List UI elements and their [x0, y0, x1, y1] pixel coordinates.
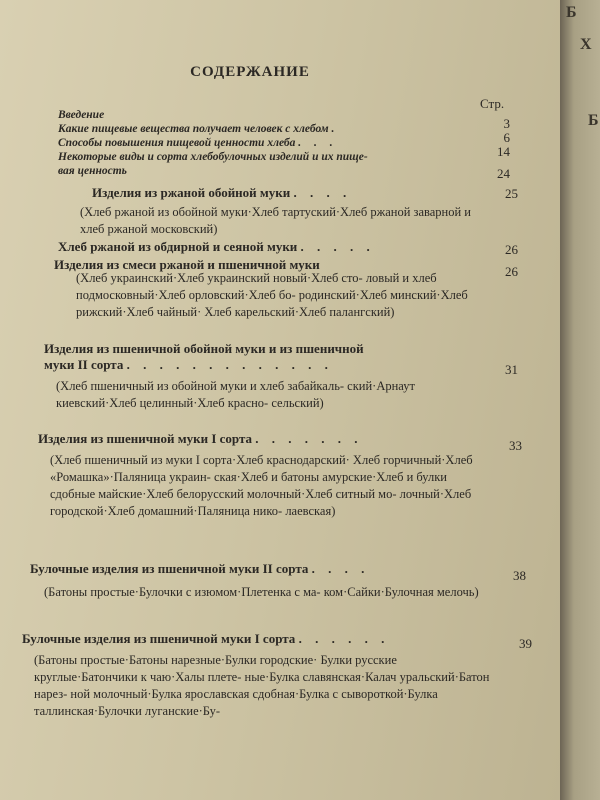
toc-description: (Хлеб украинский·Хлеб украинский новый·Хлеб сто- ловый и хлеб подмосковный·Хлеб орловский·Хлеб бо- родинский·Хлеб минский·Хлеб рижский·Хлеб чайный· Хлеб карельский·Хлеб палангский) [76, 271, 468, 319]
toc-page-number: 38 [513, 568, 526, 583]
edge-letter: Х [580, 36, 592, 53]
toc-entry: вая ценность [58, 165, 127, 177]
toc-page-number: 14 [497, 144, 510, 159]
toc-entry: Какие пищевые вещества получает человек с хлебом . [58, 123, 340, 135]
toc-page-number: 25 [505, 186, 518, 201]
toc-page-number: 24 [497, 166, 510, 181]
toc-description: (Хлеб ржаной из обойной муки·Хлеб тартуский·Хлеб ржаной заварной и хлеб ржаной московский) [80, 205, 471, 236]
toc-section: Изделия из пшеничной муки I сорта . . . . . . . [38, 431, 363, 446]
toc-section: Хлеб ржаной из обдирной и сеяной муки . . . . . [58, 239, 375, 254]
toc-entry: Введение [58, 109, 105, 121]
toc-description: (Хлеб пшеничный из муки I сорта·Хлеб краснодарский· Хлеб горчичный·Хлеб «Ромашка»·Паляница украин- ская·Хлеб и батоны амурские·Хлеб и булки сдобные майские·Хлеб белорусский молочный·Хлеб ситный мо- лочный·Хлеб городской·Хлеб домашний·Паляница нико- лаевская) [50, 453, 473, 518]
toc-page-number: 33 [509, 438, 522, 453]
page-column-header: Стр. [480, 96, 505, 111]
contents-title: СОДЕРЖАНИЕ [190, 64, 310, 80]
toc-entry: Некоторые виды и сорта хлебобулочных изделий и их пище- [58, 151, 368, 163]
toc-page-number: 3 [503, 116, 510, 131]
toc-description: (Батоны простые·Булочки с изюмом·Плетенка с ма- ком·Сайки·Булочная мелочь) [44, 585, 479, 599]
toc-section: Изделия из пшеничной обойной муки и из пшеничной [44, 341, 364, 356]
toc-section: Изделия из ржаной обойной муки . . . . [92, 185, 352, 200]
next-page-edge [560, 0, 600, 800]
toc-entry: Способы повышения пищевой ценности хлеба . . . [58, 137, 338, 149]
edge-letter: Б [566, 4, 577, 21]
edge-letter: Б [588, 112, 599, 129]
toc-description: (Хлеб пшеничный из обойной муки и хлеб забайкаль- ский·Арнаут киевский·Хлеб целинный·Хлеб красно- сельский) [56, 379, 415, 410]
toc-page-number: 31 [505, 362, 518, 377]
toc-description: (Батоны простые·Батоны нарезные·Булки городские· Булки русские круглые·Батончики к чаю·Халы плете- ные·Булка славянская·Калач уральский·Батон нарез- ной молочный·Булка ярославская сдобная·Булка с сывороткой·Булка таллинская·Булочки луганские·Бу- [34, 653, 490, 718]
toc-section: муки II сорта . . . . . . . . . . . . . [44, 357, 333, 372]
toc-section: Булочные изделия из пшеничной муки I сорта . . . . . . [22, 631, 390, 646]
toc-section: Изделия из смеси ржаной и пшеничной муки [54, 257, 320, 272]
toc-page-number: 26 [505, 242, 518, 257]
toc-section: Булочные изделия из пшеничной муки II сорта . . . . [30, 561, 370, 576]
toc-page-number: 26 [505, 264, 518, 279]
toc-page-number: 39 [519, 636, 532, 651]
toc-page-number: 6 [503, 130, 510, 145]
